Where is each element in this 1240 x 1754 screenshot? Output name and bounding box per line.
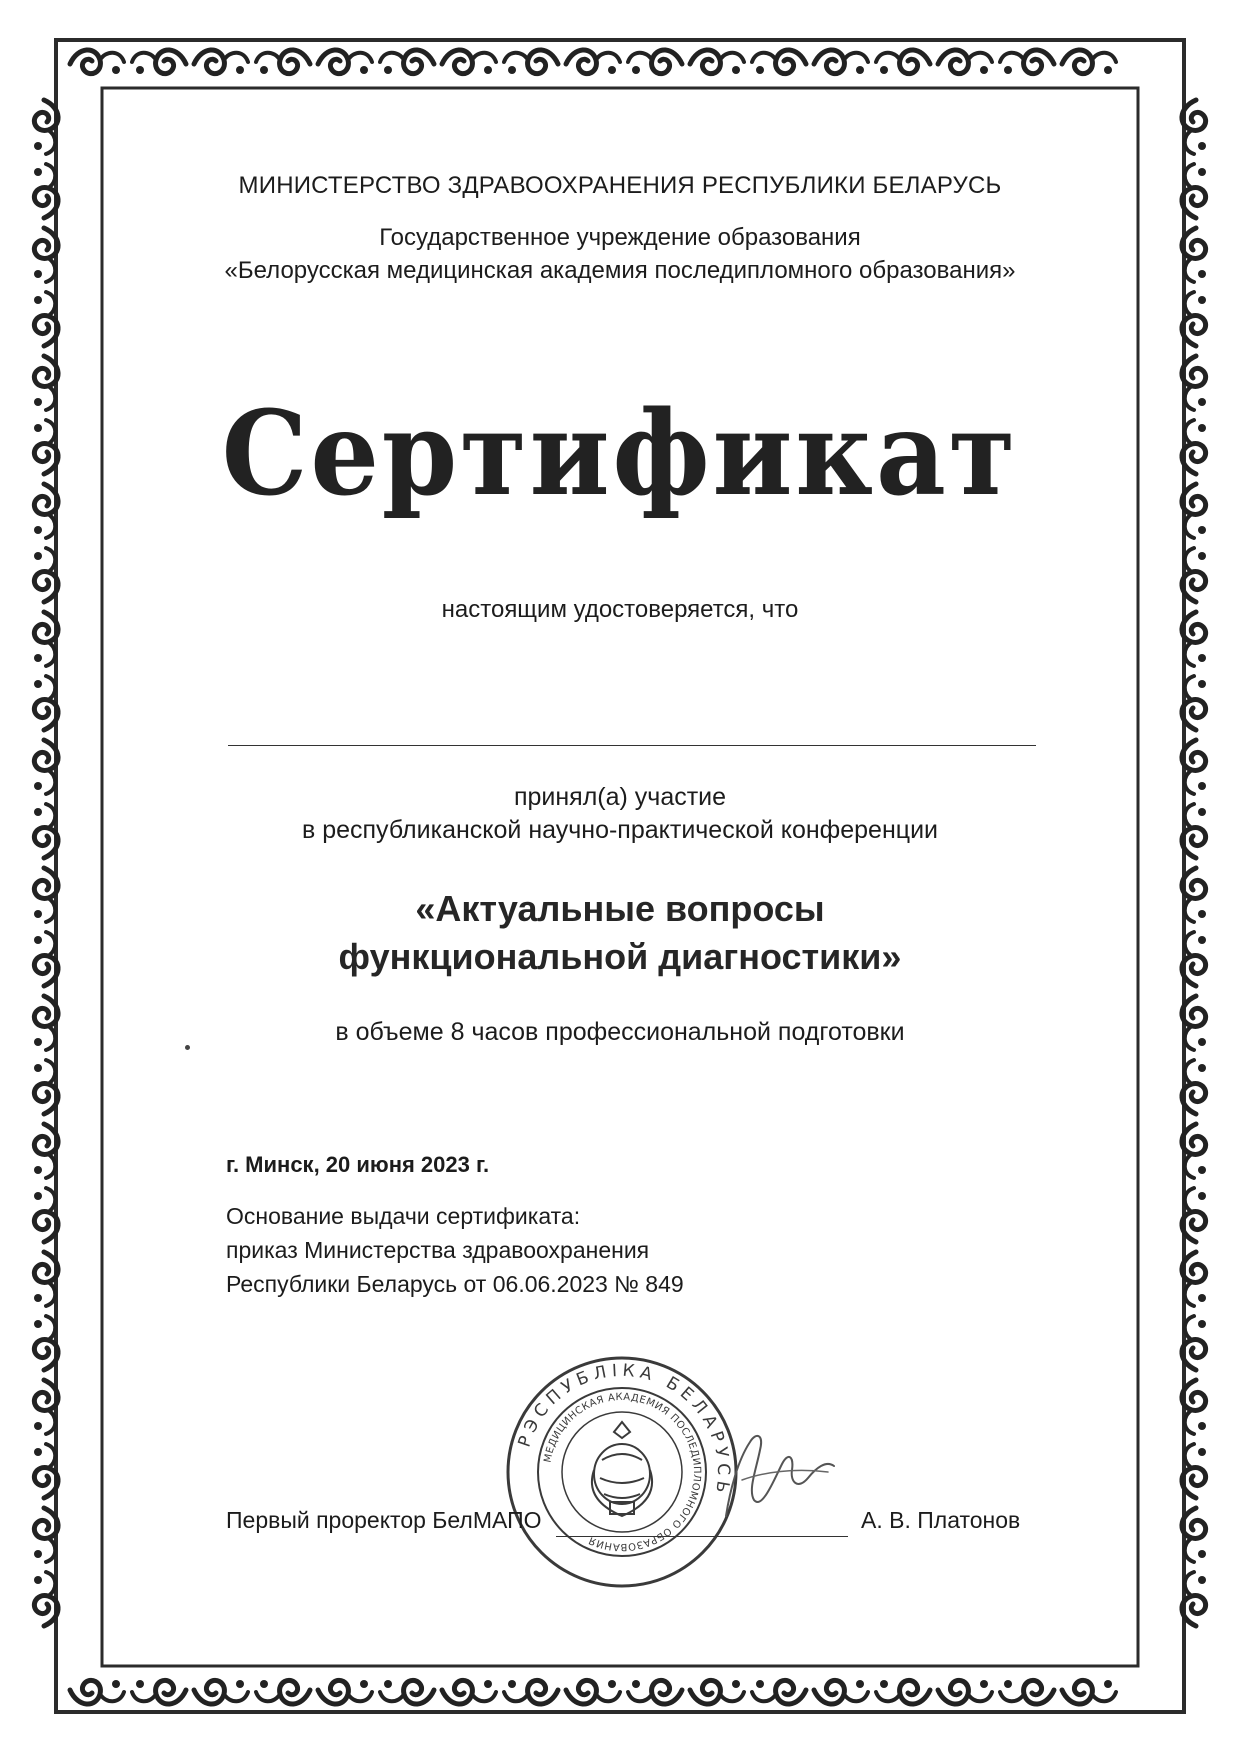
basis-line-3: Республики Беларусь от 06.06.2023 № 849 [226, 1271, 684, 1297]
border-swirl [814, 1680, 868, 1704]
border-swirl [938, 50, 992, 74]
border-swirl [1182, 292, 1206, 346]
border-swirl [70, 50, 124, 74]
border-swirl [380, 50, 434, 74]
svg-text:МЕДИЦИНСКАЯ АКАДЕМИЯ ПОСЛЕДИПЛ [543, 1392, 703, 1552]
border-swirl [34, 1380, 58, 1434]
border-swirl [1182, 1316, 1206, 1370]
certifies-text: настоящим удостоверяется, что [441, 596, 799, 623]
border-swirl [34, 1060, 58, 1114]
conference-title-line-2: функциональной диагностики» [338, 936, 902, 977]
border-swirl [34, 1252, 58, 1306]
handwritten-signature [708, 1420, 848, 1530]
border-swirl [194, 50, 248, 74]
border-swirl [1000, 50, 1054, 74]
basis-line-1: Основание выдачи сертификата: [226, 1203, 581, 1229]
border-swirl [380, 1680, 434, 1704]
border-swirl [628, 1680, 682, 1704]
institution-line-1: Государственное учреждение образования [379, 224, 861, 251]
border-swirl [34, 100, 58, 154]
border-swirl [876, 50, 930, 74]
place-date: г. Минск, 20 июня 2023 г. [226, 1152, 490, 1177]
border-swirl [442, 50, 496, 74]
border-swirl [34, 1572, 58, 1626]
border-swirl [1062, 1680, 1116, 1704]
basis-line-2: приказ Министерства здравоохранения [226, 1237, 650, 1263]
ministry-name: МИНИСТЕРСТВО ЗДРАВООХРАНЕНИЯ РЕСПУБЛИКИ БЕЛАРУСЬ [238, 172, 1002, 199]
border-swirl [690, 50, 744, 74]
border-swirl [34, 548, 58, 602]
border-swirl [628, 50, 682, 74]
border-swirl [1062, 50, 1116, 74]
border-swirl [1182, 1060, 1206, 1114]
border-swirl [256, 50, 310, 74]
border-swirl [752, 1680, 806, 1704]
border-swirl [34, 1188, 58, 1242]
border-swirl [318, 1680, 372, 1704]
border-swirl [318, 50, 372, 74]
participated-text: принял(а) участие [513, 783, 727, 811]
border-swirl [34, 676, 58, 730]
stamp-inner-text: МЕДИЦИНСКАЯ АКАДЕМИЯ ПОСЛЕДИПЛОМНОГО ОБРАЗОВАНИЯ [542, 1391, 703, 1553]
border-swirl [752, 50, 806, 74]
ink-speck [185, 1045, 190, 1050]
border-swirl [70, 1680, 124, 1704]
border-swirl [34, 1444, 58, 1498]
emblem-icon [592, 1422, 652, 1516]
border-swirl [690, 1680, 744, 1704]
conference-type: в республиканской научно-практической конференции [301, 816, 939, 844]
certificate-title: Сертификат [221, 386, 1019, 522]
border-swirl [1182, 1572, 1206, 1626]
signer-name: А. В. Платонов [861, 1507, 1021, 1533]
signature-line [556, 1536, 848, 1537]
signer-position: Первый проректор БелМАПО [226, 1507, 542, 1533]
border-swirl [132, 1680, 186, 1704]
border-swirl [504, 50, 558, 74]
border-swirl [566, 1680, 620, 1704]
border-swirl [1182, 1124, 1206, 1178]
institution-line-2: «Белорусская медицинская академия последипломного образования» [224, 257, 1016, 284]
border-swirl [566, 50, 620, 74]
border-swirl [1182, 676, 1206, 730]
border-swirl [132, 50, 186, 74]
border-swirl [814, 50, 868, 74]
border-swirl [1182, 1508, 1206, 1562]
training-volume: в объеме 8 часов профессиональной подготовки [335, 1018, 905, 1046]
border-swirl [1182, 100, 1206, 154]
border-swirl [256, 1680, 310, 1704]
border-swirl [1182, 548, 1206, 602]
border-swirl [1000, 1680, 1054, 1704]
border-swirl [876, 1680, 930, 1704]
seal-stamp [502, 1352, 742, 1592]
border-swirl [504, 1680, 558, 1704]
stamp-outer-text: РЭСПУБЛІКА БЕЛАРУСЬ [514, 1360, 734, 1500]
border-swirl [34, 1508, 58, 1562]
border-swirl [194, 1680, 248, 1704]
border-swirl [1182, 1188, 1206, 1242]
border-swirl [34, 1124, 58, 1178]
border-swirl [442, 1680, 496, 1704]
border-swirl [938, 1680, 992, 1704]
border-swirl [1182, 1252, 1206, 1306]
conference-title-line-1: «Актуальные вопросы [415, 888, 825, 929]
border-swirl [1182, 1380, 1206, 1434]
border-swirl [34, 292, 58, 346]
recipient-name-line [228, 745, 1036, 746]
border-swirl [1182, 1444, 1206, 1498]
border-swirl [34, 1316, 58, 1370]
